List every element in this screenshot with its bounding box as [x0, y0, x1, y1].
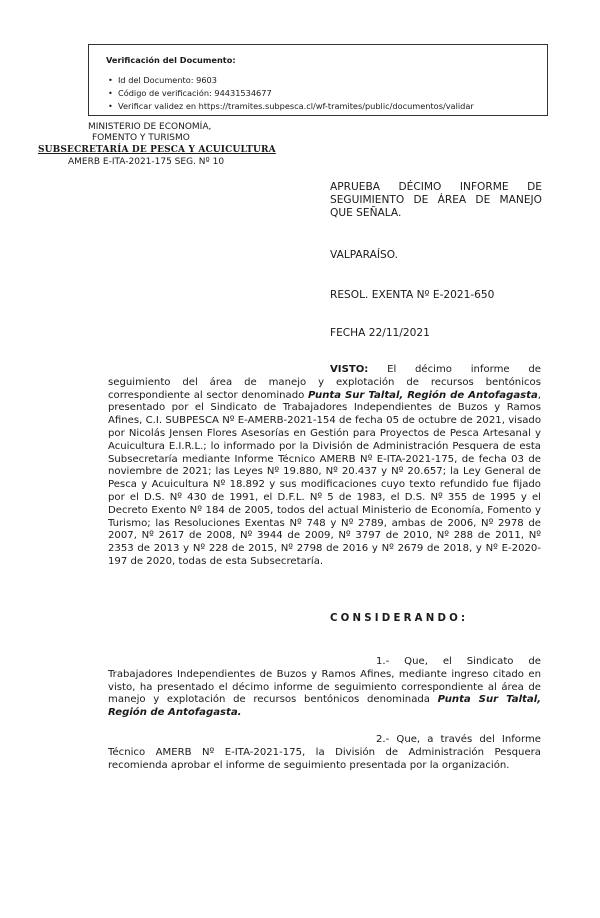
visto-text-a: El décimo informe de seguimiento del área de manejo y explotación de recursos bentónicos correspondiente al sector denominado	[108, 364, 541, 401]
considerando-1-area: Punta Sur Taltal, Región de Antofagasta.	[108, 694, 541, 719]
verification-url[interactable]: • Verificar validez en https://tramites.subpesca.cl/wf-tramites/public/documentos/validar	[106, 100, 547, 113]
visto-paragraph	[108, 364, 541, 569]
considerando-item-1	[108, 656, 541, 720]
resolution-place: VALPARAÍSO.	[330, 249, 398, 261]
verification-box	[88, 44, 548, 116]
verification-title: Verificación del Documento:	[106, 55, 236, 65]
resolution-number: RESOL. EXENTA Nº E-2021-650	[330, 289, 495, 301]
verification-list	[106, 74, 547, 113]
resolution-title: APRUEBA DÉCIMO INFORME DE SEGUIMIENTO DE ÁREA DE MANEJO QUE SEÑALA.	[330, 181, 542, 219]
considerando-item-2: 2.- Que, a través del Informe Técnico AMERB Nº E-ITA-2021-175, la División de Administración Pesquera recomienda aprobar el informe de seguimiento presentada por la organización.	[108, 734, 541, 771]
verification-code: • Código de verificación: 94431534677	[106, 87, 547, 100]
considerando-heading: CONSIDERANDO:	[330, 613, 469, 624]
subsecretaria-name: SUBSECRETARÍA DE PESCA Y ACUICULTURA	[38, 145, 276, 155]
document-reference: AMERB E-ITA-2021-175 SEG. Nº 10	[68, 157, 225, 167]
resolution-date: FECHA 22/11/2021	[330, 327, 430, 339]
considerando-1-text: 1.- Que, el Sindicato de Trabajadores Independientes de Buzos y Ramos Afines, mediante ingreso citado en visto, ha presentado el décimo informe de seguimiento correspondiente al área de manejo y explotación de recursos bentónicos denominada	[108, 656, 541, 706]
verification-doc-id: • Id del Documento: 9603	[106, 74, 547, 87]
visto-text-b: , presentado por el Sindicato de Trabajadores Independientes de Buzos y Ramos Afines, C.I. SUBPESCA Nº E-AMERB-2021-154 de fecha 05 de octubre de 2021, visado por Nicolás Jensen Flores Asesorías en Gestión para Proyectos de Pesca Artesanal y Acuicultura E.I.R.L.; lo informado por la División de Administración Pesquera de esta Subsecretaría mediante Informe Técnico AMERB Nº E-ITA-2021-175, de fecha 03 de noviembre de 2021; las Leyes Nº 19.880, Nº 20.437 y Nº 20.657; la Ley General de Pesca y Acuicultura Nº 18.892 y sus modificaciones cuyo texto refundido fue fijado por el D.S. Nº 430 de 1991, el D.F.L. Nº 5 de 1983, el D.S. Nº 355 de 1995 y el Decreto Exento Nº 184 de 2005, todos del actual Ministerio de Economía, Fomento y Turismo; las Resoluciones Exentas Nº 748 y Nº 2789, ambas de 2006, Nº 2978 de 2007, Nº 2617 de 2008, Nº 3944 de 2009, Nº 3797 de 2010, Nº 288 de 2011, Nº 2353 de 2013 y Nº 228 de 2015, Nº 2798 de 2016 y Nº 2679 de 2018, y Nº E-2020-197 de 2020, todas de esta Subsecretaría.	[108, 389, 541, 567]
visto-area-name: Punta Sur Taltal, Región de Antofagasta	[307, 389, 538, 401]
ministry-name-line2: FOMENTO Y TURISMO	[92, 133, 190, 143]
visto-label: VISTO:	[330, 364, 369, 375]
ministry-name: MINISTERIO DE ECONOMÍA,	[88, 122, 212, 132]
